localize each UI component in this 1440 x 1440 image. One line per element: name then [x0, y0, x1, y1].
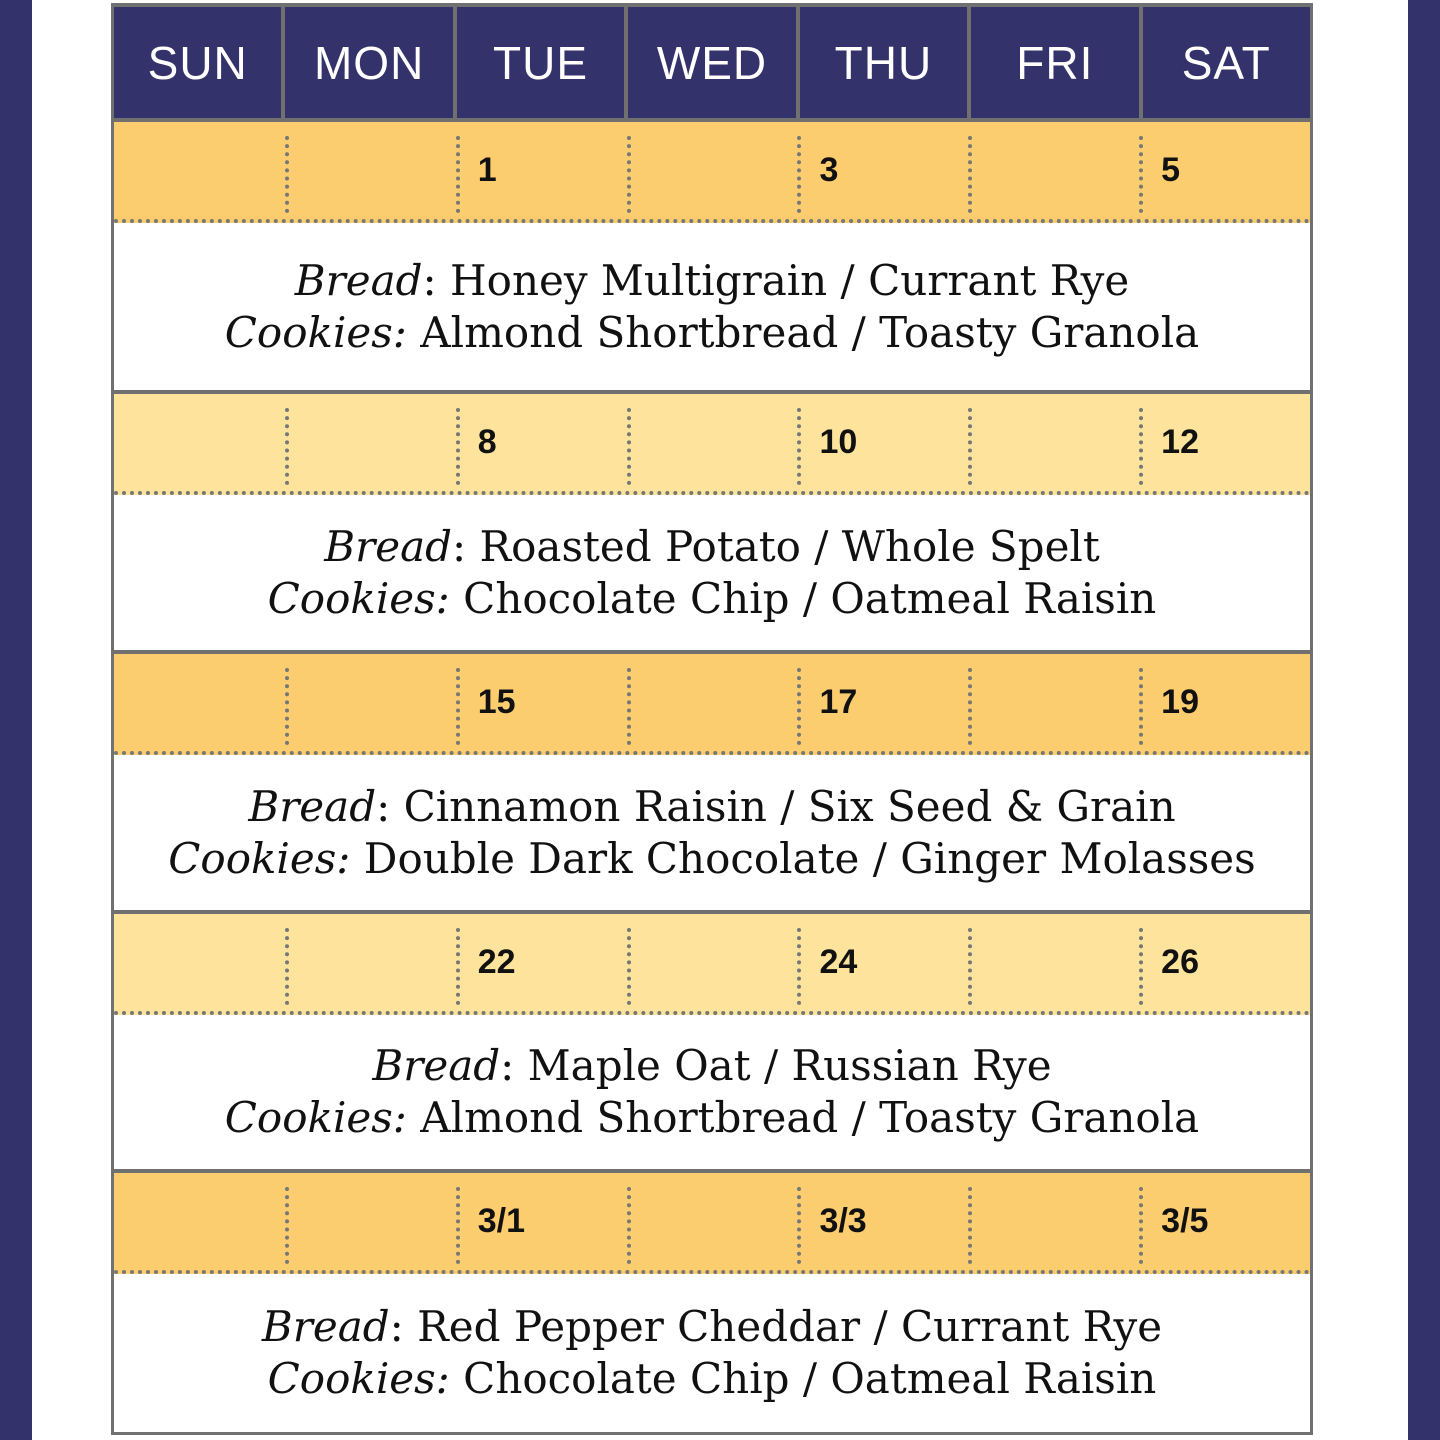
week-3: [114, 650, 1310, 910]
bread-items: Roasted Potato / Whole Spelt: [479, 521, 1100, 571]
date-cell-sun: [114, 654, 285, 751]
week-4: [114, 910, 1310, 1169]
date-cell-sat: 12: [1139, 394, 1310, 491]
date-cell-wed: [627, 914, 798, 1011]
cookie-items: Double Dark Chocolate / Ginger Molasses: [350, 833, 1256, 883]
menu-panel: [114, 223, 1310, 390]
week-5: [114, 1169, 1310, 1432]
date-cell-fri: [968, 1173, 1139, 1270]
bread-items: Cinnamon Raisin / Six Seed & Grain: [403, 781, 1176, 831]
left-frame-bar: [0, 0, 32, 1440]
weekday-wed: WED: [624, 3, 795, 118]
date-cell-tue: 15: [456, 654, 627, 751]
date-cell-sat: 19: [1139, 654, 1310, 751]
cookies-label: Cookies:: [224, 307, 407, 357]
bread-label: Bread: [372, 1041, 501, 1090]
menu-panel: [114, 1015, 1310, 1169]
bread-label: Bread: [324, 521, 452, 571]
date-cell-fri: [968, 394, 1139, 491]
date-cell-wed: [627, 1173, 798, 1270]
date-cell-mon: [285, 1173, 456, 1270]
bread-label: Bread: [248, 781, 377, 831]
bread-items: Honey Multigrain / Currant Rye: [450, 255, 1130, 305]
cookie-items: Almond Shortbread / Toasty Granola: [406, 307, 1200, 357]
cookies-line: [225, 1092, 1199, 1144]
date-cell-fri: [968, 654, 1139, 751]
date-cell-mon: [285, 122, 456, 219]
date-row: [114, 654, 1310, 755]
date-cell-tue: 3/1: [456, 1173, 627, 1270]
bread-separator: :: [376, 781, 404, 831]
bread-line: [262, 1301, 1162, 1353]
cookie-items: Chocolate Chip / Oatmeal Raisin: [449, 1354, 1157, 1403]
bread-line: [295, 255, 1129, 307]
cookies-label: Cookies:: [267, 573, 450, 623]
bread-items: Maple Oat / Russian Rye: [527, 1041, 1052, 1090]
bread-label: Bread: [294, 255, 423, 305]
weekday-mon: MON: [281, 3, 452, 118]
date-cell-sun: [114, 914, 285, 1011]
date-cell-sun: [114, 394, 285, 491]
date-cell-thu: 17: [797, 654, 968, 751]
cookies-label: Cookies:: [224, 1093, 407, 1142]
date-cell-fri: [968, 914, 1139, 1011]
cookie-items: Almond Shortbread / Toasty Granola: [406, 1093, 1200, 1142]
cookie-items: Chocolate Chip / Oatmeal Raisin: [449, 573, 1157, 623]
date-cell-thu: 24: [797, 914, 968, 1011]
date-row: [114, 1173, 1310, 1274]
cookies-label: Cookies:: [168, 833, 351, 883]
bread-separator: :: [422, 255, 451, 305]
date-cell-mon: [285, 654, 456, 751]
date-cell-tue: 22: [456, 914, 627, 1011]
bread-line: [372, 1040, 1051, 1092]
date-cell-thu: 10: [797, 394, 968, 491]
cookies-line: [168, 833, 1255, 885]
date-cell-sat: 26: [1139, 914, 1310, 1011]
weekday-header: [114, 3, 1310, 118]
date-cell-fri: [968, 122, 1139, 219]
date-row: [114, 122, 1310, 223]
cookies-line: [268, 1353, 1157, 1405]
right-frame-bar: [1408, 0, 1440, 1440]
bread-line: [324, 521, 1099, 573]
bread-items: Red Pepper Cheddar / Currant Rye: [417, 1302, 1163, 1351]
bake-calendar: [111, 3, 1313, 1435]
date-cell-thu: 3: [797, 122, 968, 219]
menu-panel: [114, 1274, 1310, 1432]
weekday-sun: SUN: [114, 3, 281, 118]
weekday-sat: SAT: [1139, 3, 1310, 118]
date-cell-sun: [114, 122, 285, 219]
bread-label: Bread: [261, 1302, 390, 1351]
date-cell-mon: [285, 394, 456, 491]
bread-separator: :: [500, 1041, 528, 1090]
bread-separator: :: [389, 1302, 418, 1351]
bread-line: [248, 781, 1175, 833]
weekday-tue: TUE: [453, 3, 624, 118]
date-cell-sat: 3/5: [1139, 1173, 1310, 1270]
date-cell-sun: [114, 1173, 285, 1270]
bread-separator: :: [452, 521, 480, 571]
date-cell-thu: 3/3: [797, 1173, 968, 1270]
date-row: [114, 394, 1310, 495]
date-cell-sat: 5: [1139, 122, 1310, 219]
date-cell-tue: 8: [456, 394, 627, 491]
week-1: [114, 118, 1310, 390]
week-2: [114, 390, 1310, 650]
cookies-line: [268, 573, 1157, 625]
menu-panel: [114, 495, 1310, 650]
cookies-label: Cookies:: [267, 1354, 450, 1403]
date-cell-tue: 1: [456, 122, 627, 219]
date-cell-wed: [627, 654, 798, 751]
weekday-thu: THU: [796, 3, 967, 118]
date-cell-wed: [627, 394, 798, 491]
date-cell-wed: [627, 122, 798, 219]
menu-panel: [114, 755, 1310, 910]
weekday-fri: FRI: [967, 3, 1138, 118]
date-row: [114, 914, 1310, 1015]
date-cell-mon: [285, 914, 456, 1011]
cookies-line: [225, 307, 1199, 359]
